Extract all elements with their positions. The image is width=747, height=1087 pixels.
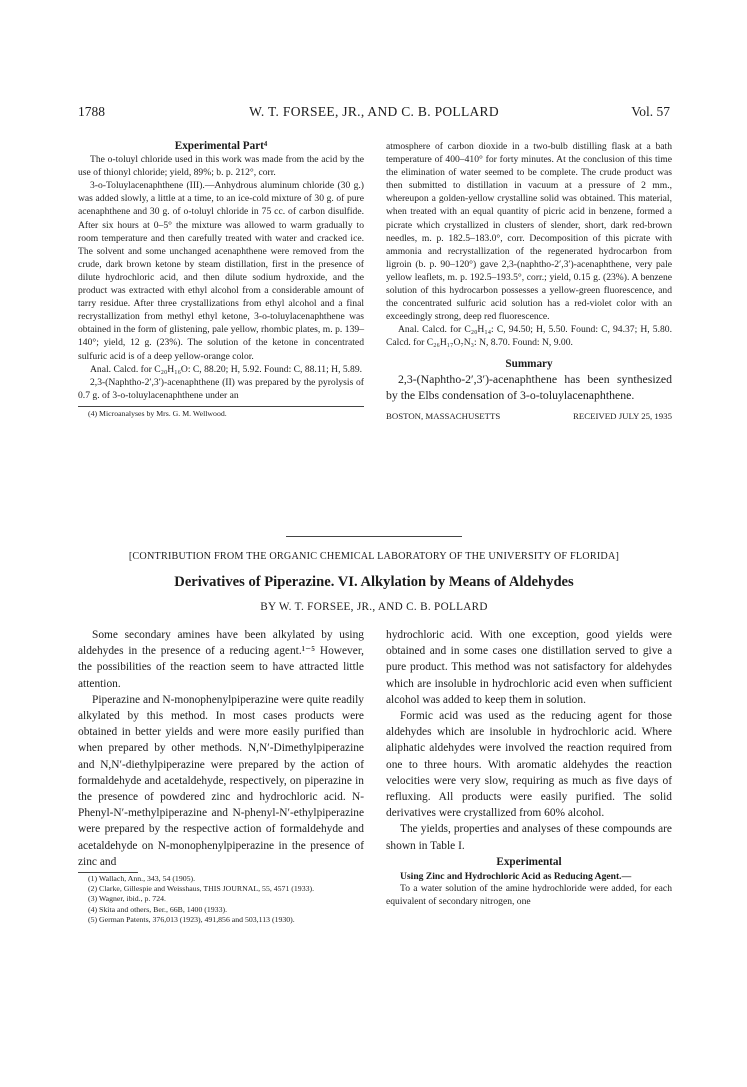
running-title: W. T. FORSEE, JR., AND C. B. POLLARD [249, 104, 499, 119]
footnote-rule [78, 872, 138, 873]
paragraph: The o-toluyl chloride used in this work was made from the acid by the use of thionyl chloride; yield, 89%; b. p. 212°, corr. [78, 154, 364, 179]
paragraph: hydrochloric acid. With one exception, good yields were obtained and in some cases one distillation served to give a pure product. This method was not satisfactory for aldehydes which are insoluble in hydrochloric acid even when sufficient alcohol was added to keep them in solution. [386, 629, 672, 706]
footnote: (4) Microanalyses by Mrs. G. M. Wellwood. [88, 408, 227, 418]
footnote-rule [78, 406, 364, 407]
summary-text: 2,3-(Naphtho-2′,3′)-acenaphthene has been synthesized by the Elbs condensation of 3-o-toluylacenaphthene. [386, 371, 672, 403]
footnote: (1) Wallach, Ann., 343, 54 (1905). [88, 874, 196, 884]
received-date: RECEIVED JULY 25, 1935 [573, 410, 672, 421]
article-right-column [386, 627, 672, 908]
paragraph: Anal. Calcd. for C₂₀H₁₄: C, 94.50; H, 5.50. Found: C, 94.37; H, 5.80. Calcd. for C₂₆H₁₇O₇N₃: N, 8.70. Found: N, 9.00. [386, 324, 672, 349]
paragraph: atmosphere of carbon dioxide in a two-bulb distilling flask at a bath temperature of 400–410° for forty minutes. At the conclusion of this time the elimination of water seemed to be complete. The crude product was then submitted to distillation in vacuum at a pressure of 2 mm., whereupon a golden-yellow crystalline solid was obtained. This material, when treated with an equal quantity of picric acid in benzene, formed a picrate which crystallized in clusters of slender, short, dark red-brown needles, m. p. 182.5–183.0°, corr. Decomposition of this picrate with ammonia and recrystallization of the regenerated hydrocarbon from ligroin (b. p. 90–120°) gave 2,3-(naphtho-2′,3′)-acenaphthene, very pale yellow leaflets, m. p. 192.5–193.5°, corr.; yield, 0.15 g. (23%). A benzene solution of this hydrocarbon possesses a yellow-green fluorescence, and the concentrated sulfuric acid solution has a red-violet color with an exceedingly strong, deep red fluorescence. [386, 141, 672, 323]
experimental-heading: Experimental [496, 855, 562, 868]
location: BOSTON, MASSACHUSETTS [386, 410, 501, 421]
article-title: Derivatives of Piperazine. VI. Alkylation by Means of Aldehydes [174, 574, 574, 590]
experimental-right-column [386, 140, 672, 423]
contribution-line: [CONTRIBUTION FROM THE ORGANIC CHEMICAL LABORATORY OF THE UNIVERSITY OF FLORIDA] [128, 551, 620, 562]
footnote: (3) Wagner, ibid., p. 724. [88, 894, 166, 904]
article-left-column [78, 627, 364, 925]
paragraph: 2,3-(Naphtho-2′,3′)-acenaphthene (II) was prepared by the pyrolysis of 0.7 g. of 3-o-toluylacenaphthene under an [78, 376, 364, 401]
signature-line [386, 410, 672, 423]
footnote: (5) German Patents, 376,013 (1923), 491,856 and 503,113 (1930). [88, 914, 295, 924]
summary-heading: Summary [505, 357, 553, 370]
page-header [78, 104, 670, 124]
subheading: Using Zinc and Hydrochloric Acid as Reducing Agent.— [400, 871, 632, 883]
paragraph: To a water solution of the amine hydrochloride were added, for each equivalent of secondary nitrogen, one [386, 883, 672, 907]
footnote: (2) Clarke, Gillespie and Weisshaus, THIS JOURNAL, 55, 4571 (1933). [88, 884, 315, 894]
experimental-left-column [78, 140, 364, 419]
paragraph: Piperazine and N-monophenylpiperazine were quite readily alkylated by this method. In most cases products were obtained in better yields and were more easily purified than when prepared by other methods. N,N′-Dimethylpiperazine and N,N′-diethylpiperazine were prepared by the action of formaldehyde and acetaldehyde, respectively, on piperazine in the presence of powdered zinc and hydrochloric acid. N-Phenyl-N′-methylpiperazine and N-phenyl-N′-ethylpiperazine were prepared by the respective action of formaldehyde and acetaldehyde on N-monophenylpiperazine in the presence of zinc and [78, 693, 364, 868]
volume-label: Vol. 57 [631, 104, 670, 119]
paragraph: Formic acid was used as the reducing agent for those aldehydes which are insoluble in hydrochloric acid. Where aliphatic aldehydes were involved the reaction required from one to three hours. With aromatic aldehydes the reaction velocities were very slow, requiring as much as five days of refluxing. All products were easily purified. The solid derivatives were crystallized from 60% alcohol. [386, 710, 672, 820]
page-number: 1788 [78, 104, 105, 119]
paragraph: Anal. Calcd. for C₂₀H₁₆O: C, 88.20; H, 5.92. Found: C, 88.11; H, 5.89. [90, 363, 363, 375]
paragraph: 3-o-Toluylacenaphthene (III).—Anhydrous aluminum chloride (30 g.) was added slowly, a little at a time, to an ice-cold mixture of 30 g. of pure acenaphthene and 30 g. of o-toluyl chloride in 75 cc. of carbon disulfide. After six hours at 0–5° the mixture was allowed to warm gradually to room temperature and then carefully treated with water and cracked ice. The solvent and some unchanged acenaphthene were removed from the crude, dark brown ketone by steam distillation, first in the presence of dilute hydrochloric acid, and then dilute sodium hydroxide, and the product was extracted with ethyl alcohol from a considerable amount of tarry residue. After three crystallizations from ethyl alcohol and a final recrystallization from methyl ethyl ketone, 3-o-toluylacenaphthene was obtained in the form of glistening, pale yellow, rhombic plates, m. p. 139–140°; yield, 12 g. (23%). The solution of the ketone in concentrated sulfuric acid is of a deep yellow-orange color. [78, 180, 364, 362]
experimental-part-heading: Experimental Part⁴ [174, 140, 268, 152]
paragraph: The yields, properties and analyses of these compounds are shown in Table I. [386, 823, 672, 852]
paragraph: Some secondary amines have been alkylated by using aldehydes in the presence of a reducing agent.¹⁻⁵ However, the possibilities of the reaction seem to have attracted little attention. [78, 629, 364, 690]
article-divider [286, 536, 462, 537]
byline: BY W. T. FORSEE, JR., AND C. B. POLLARD [260, 601, 488, 613]
footnote: (4) Skita and others, Ber., 66B, 1400 (1933). [88, 904, 228, 914]
